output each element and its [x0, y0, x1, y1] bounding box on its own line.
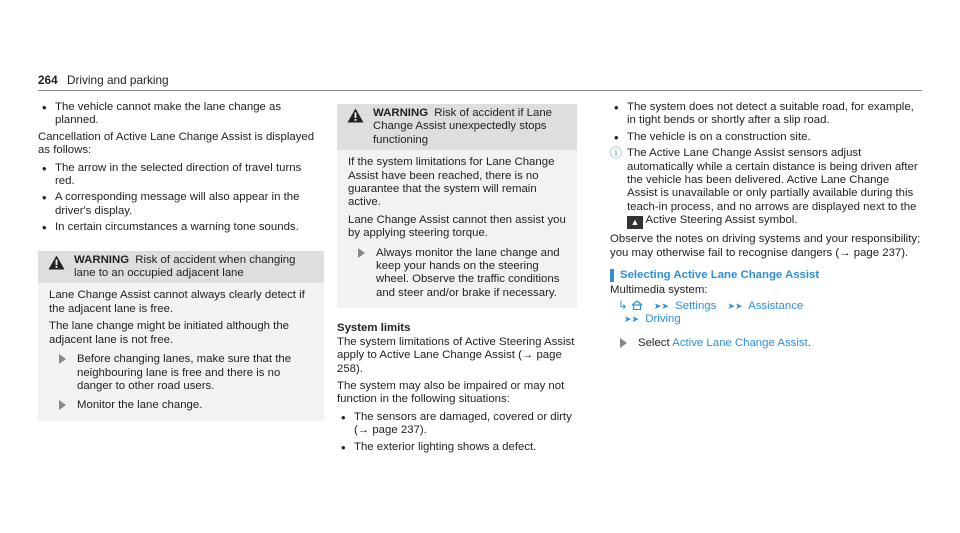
warning-keyword: WARNING — [373, 107, 429, 119]
menu-path-continued — [610, 313, 922, 326]
multimedia-label: Multimedia system: — [610, 284, 708, 297]
section-name: Driving and parking — [66, 73, 169, 87]
column-left — [38, 101, 324, 421]
arrow-right-icon — [358, 248, 365, 258]
double-chevron-icon: ➤➤ — [727, 300, 743, 311]
limits-paragraph: The system limitations of Active Steering Assist apply to Active Lane Change Assist (→ page 258). — [337, 335, 575, 375]
header-divider — [38, 90, 922, 91]
warning-body — [337, 150, 577, 308]
warning-keyword: WARNING — [74, 253, 130, 266]
limits-paragraph: The system may also be impaired or may not function in the following situations: — [337, 379, 565, 406]
column-right — [610, 101, 922, 356]
list-item: • The system does not detect a suitable road, for example, in tight bends or shortly after a slip road. — [610, 101, 922, 128]
menu-active-lane-change-assist: Active Lane Change Assist — [672, 336, 808, 349]
warning-heading — [38, 251, 324, 284]
note-block — [610, 147, 922, 229]
warning-text: Lane Change Assist cannot always clearly detect if the adjacent lane is free. — [49, 289, 305, 315]
arrow-right-icon — [59, 400, 66, 410]
warning-text: Lane Change Assist cannot then assist you by applying steering torque. — [348, 213, 566, 240]
list-item: • The exterior lighting shows a defect. — [337, 441, 577, 454]
warning-icon — [48, 255, 65, 270]
menu-driving: Driving — [645, 313, 681, 326]
menu-path — [610, 300, 922, 313]
warning-text: If the system limitations for Lane Change Assist have been reached, there is no guarantee that the system will remain active. — [348, 156, 555, 209]
page-number: 264 — [38, 73, 58, 87]
page-header — [38, 74, 169, 87]
observe-paragraph: Observe the notes on driving systems and your responsibility; you may otherwise fail to recognise dangers (→ page 237). — [610, 233, 921, 259]
home-icon — [631, 300, 643, 310]
active-steering-assist-icon: ▲ — [627, 216, 643, 229]
menu-assistance: Assistance — [748, 299, 804, 312]
list-item: • The vehicle is on a construction site. — [610, 131, 922, 144]
info-icon: ⓘ — [610, 146, 623, 161]
double-chevron-icon: ➤➤ — [653, 300, 669, 311]
warning-heading — [337, 104, 577, 150]
section-title: Selecting Active Lane Change Assist — [610, 269, 922, 282]
warning-box — [337, 104, 577, 308]
warning-title: Risk of accident if Lane Change Assist unexpectedly stops functioning — [373, 107, 553, 146]
menu-settings: Settings — [675, 299, 717, 312]
list-item: • A corresponding message will also appear in the driver's display. — [38, 191, 324, 218]
list-item: • In certain circumstances a warning tone sounds. — [38, 221, 324, 234]
warning-body — [38, 283, 324, 420]
note-text: The Active Lane Change Assist sensors adjust automatically while a certain distance is being driven after the vehicle has been delivered. Active Lane Change Assist is unavailable or only partially available during this teach-in process, and no arrows are displayed next to the — [627, 147, 918, 213]
arrow-right-icon — [59, 354, 66, 364]
note-text-end: Active Steering Assist symbol. — [645, 214, 798, 227]
action-step: Monitor the lane change. — [49, 399, 313, 412]
warning-icon — [347, 108, 364, 123]
cancel-intro: Cancellation of Active Lane Change Assist is displayed as follows: — [38, 130, 315, 157]
system-limits-title: System limits — [337, 322, 411, 335]
warning-text: The lane change might be initiated although the adjacent lane is not free. — [49, 320, 290, 346]
warning-title: Risk of accident when changing lane to an occupied adjacent lane — [74, 253, 296, 280]
return-arrow-icon: ↳ — [618, 299, 628, 312]
double-chevron-icon: ➤➤ — [624, 314, 640, 325]
action-step: Before changing lanes, make sure that the neighbouring lane is free and there is no danger to other road users. — [49, 353, 313, 393]
list-item: • The arrow in the selected direction of travel turns red. — [38, 162, 324, 189]
action-step: Always monitor the lane change and keep your hands on the steering wheel. Observe the traffic conditions and steer and/or brake if necessary. — [348, 247, 566, 301]
arrow-right-icon — [620, 338, 627, 348]
action-step: Select Active Lane Change Assist. — [610, 337, 922, 350]
list-item: • The sensors are damaged, covered or dirty (→ page 237). — [337, 411, 577, 438]
column-middle — [337, 104, 577, 457]
warning-box — [38, 251, 324, 421]
list-item: • The vehicle cannot make the lane change as planned. — [38, 101, 324, 128]
